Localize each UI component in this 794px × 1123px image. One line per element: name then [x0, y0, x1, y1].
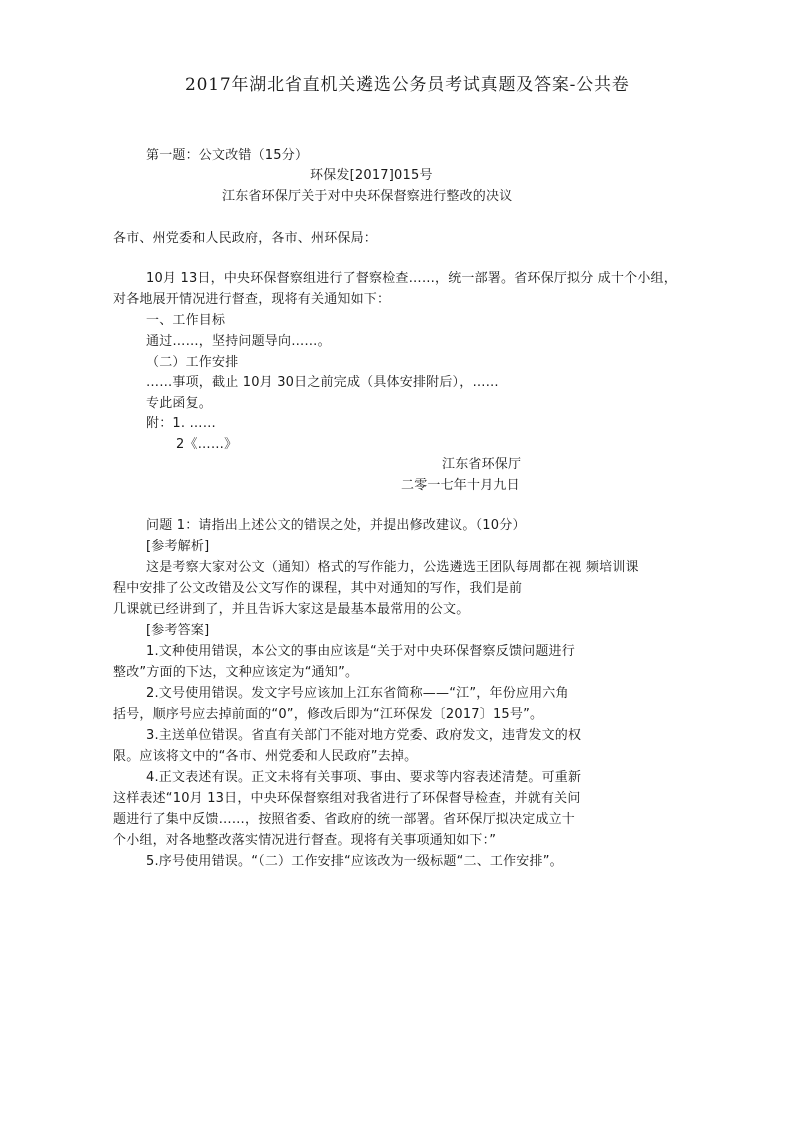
analysis-line: 程中安排了公文改错及公文写作的课程，其中对通知的写作，我们是前 [113, 581, 523, 596]
body-line: 2《……》 [176, 437, 238, 452]
question-heading: 第一题：公文改错（15分） [146, 148, 309, 163]
doc-title: 江东省环保厅关于对中央环保督察进行整改的决议 [222, 189, 513, 204]
body-line: 附：1. …… [146, 416, 216, 431]
analysis-label: [参考解析] [146, 539, 210, 554]
body-line: ……事项，截止 10月 30日之前完成（具体安排附后），…… [146, 375, 499, 390]
body-line: 通过……，坚持问题导向……。 [146, 334, 331, 349]
signature-org: 江东省环保厅 [442, 457, 522, 472]
answer-line: 5.序号使用错误。“（二）工作安排“应该改为一级标题“二、工作安排”。 [146, 854, 563, 869]
page-title: 2017年湖北省直机关遴选公务员考试真题及答案-公共卷 [185, 75, 630, 95]
body-line: 专此函复。 [146, 396, 213, 411]
body-line: 对各地展开情况进行督查，现将有关通知如下： [113, 292, 391, 307]
body-line: 10月 13日，中央环保督察组进行了督察检查……，统一部署。省环保厅拟分 成十个小组， [146, 271, 677, 286]
body-line: 一、工作目标 [146, 313, 226, 328]
analysis-line: 这是考察大家对公文（通知）格式的写作能力，公选遴选王团队每周都在视 频培训课 [146, 560, 639, 575]
analysis-line: 几课就已经讲到了，并且告诉大家这是最基本最常用的公文。 [113, 602, 470, 617]
doc-number: 环保发[2017]015号 [310, 168, 433, 183]
recipients: 各市、州党委和人民政府，各市、州环保局： [113, 231, 378, 246]
answer-line: 这样表述“10月 13日，中央环保督察组对我省进行了环保督导检查，并就有关问 [113, 791, 581, 806]
answer-line: 4.正文表述有误。正文未将有关事项、事由、要求等内容表述清楚。可重新 [146, 770, 582, 785]
answer-line: 个小组，对各地整改落实情况进行督查。现将有关事项通知如下：” [113, 833, 497, 848]
answer-line: 括号，顺序号应去掉前面的“0”，修改后即为“江环保发〔2017〕15号”。 [113, 707, 544, 722]
answer-line: 整改”方面的下达，文种应该定为“通知”。 [113, 665, 359, 680]
answers-label: [参考答案] [146, 623, 210, 638]
answer-line: 限。应该将文中的“各市、州党委和人民政府”去掉。 [113, 749, 418, 764]
problem-statement: 问题 1：请指出上述公文的错误之处，并提出修改建议。（10分） [146, 518, 526, 533]
answer-line: 2.文号使用错误。发文字号应该加上江东省简称——“江”，年份应用六角 [146, 686, 569, 701]
signature-date: 二零一七年十月九日 [401, 478, 520, 493]
body-line: （二）工作安排 [146, 355, 239, 370]
answer-line: 3.主送单位错误。省直有关部门不能对地方党委、政府发文，违背发文的权 [146, 728, 582, 743]
answer-line: 1.文种使用错误，本公文的事由应该是“关于对中央环保督察反馈问题进行 [146, 644, 575, 659]
answer-line: 题进行了集中反馈……，按照省委、省政府的统一部署。省环保厅拟决定成立十 [113, 812, 576, 827]
